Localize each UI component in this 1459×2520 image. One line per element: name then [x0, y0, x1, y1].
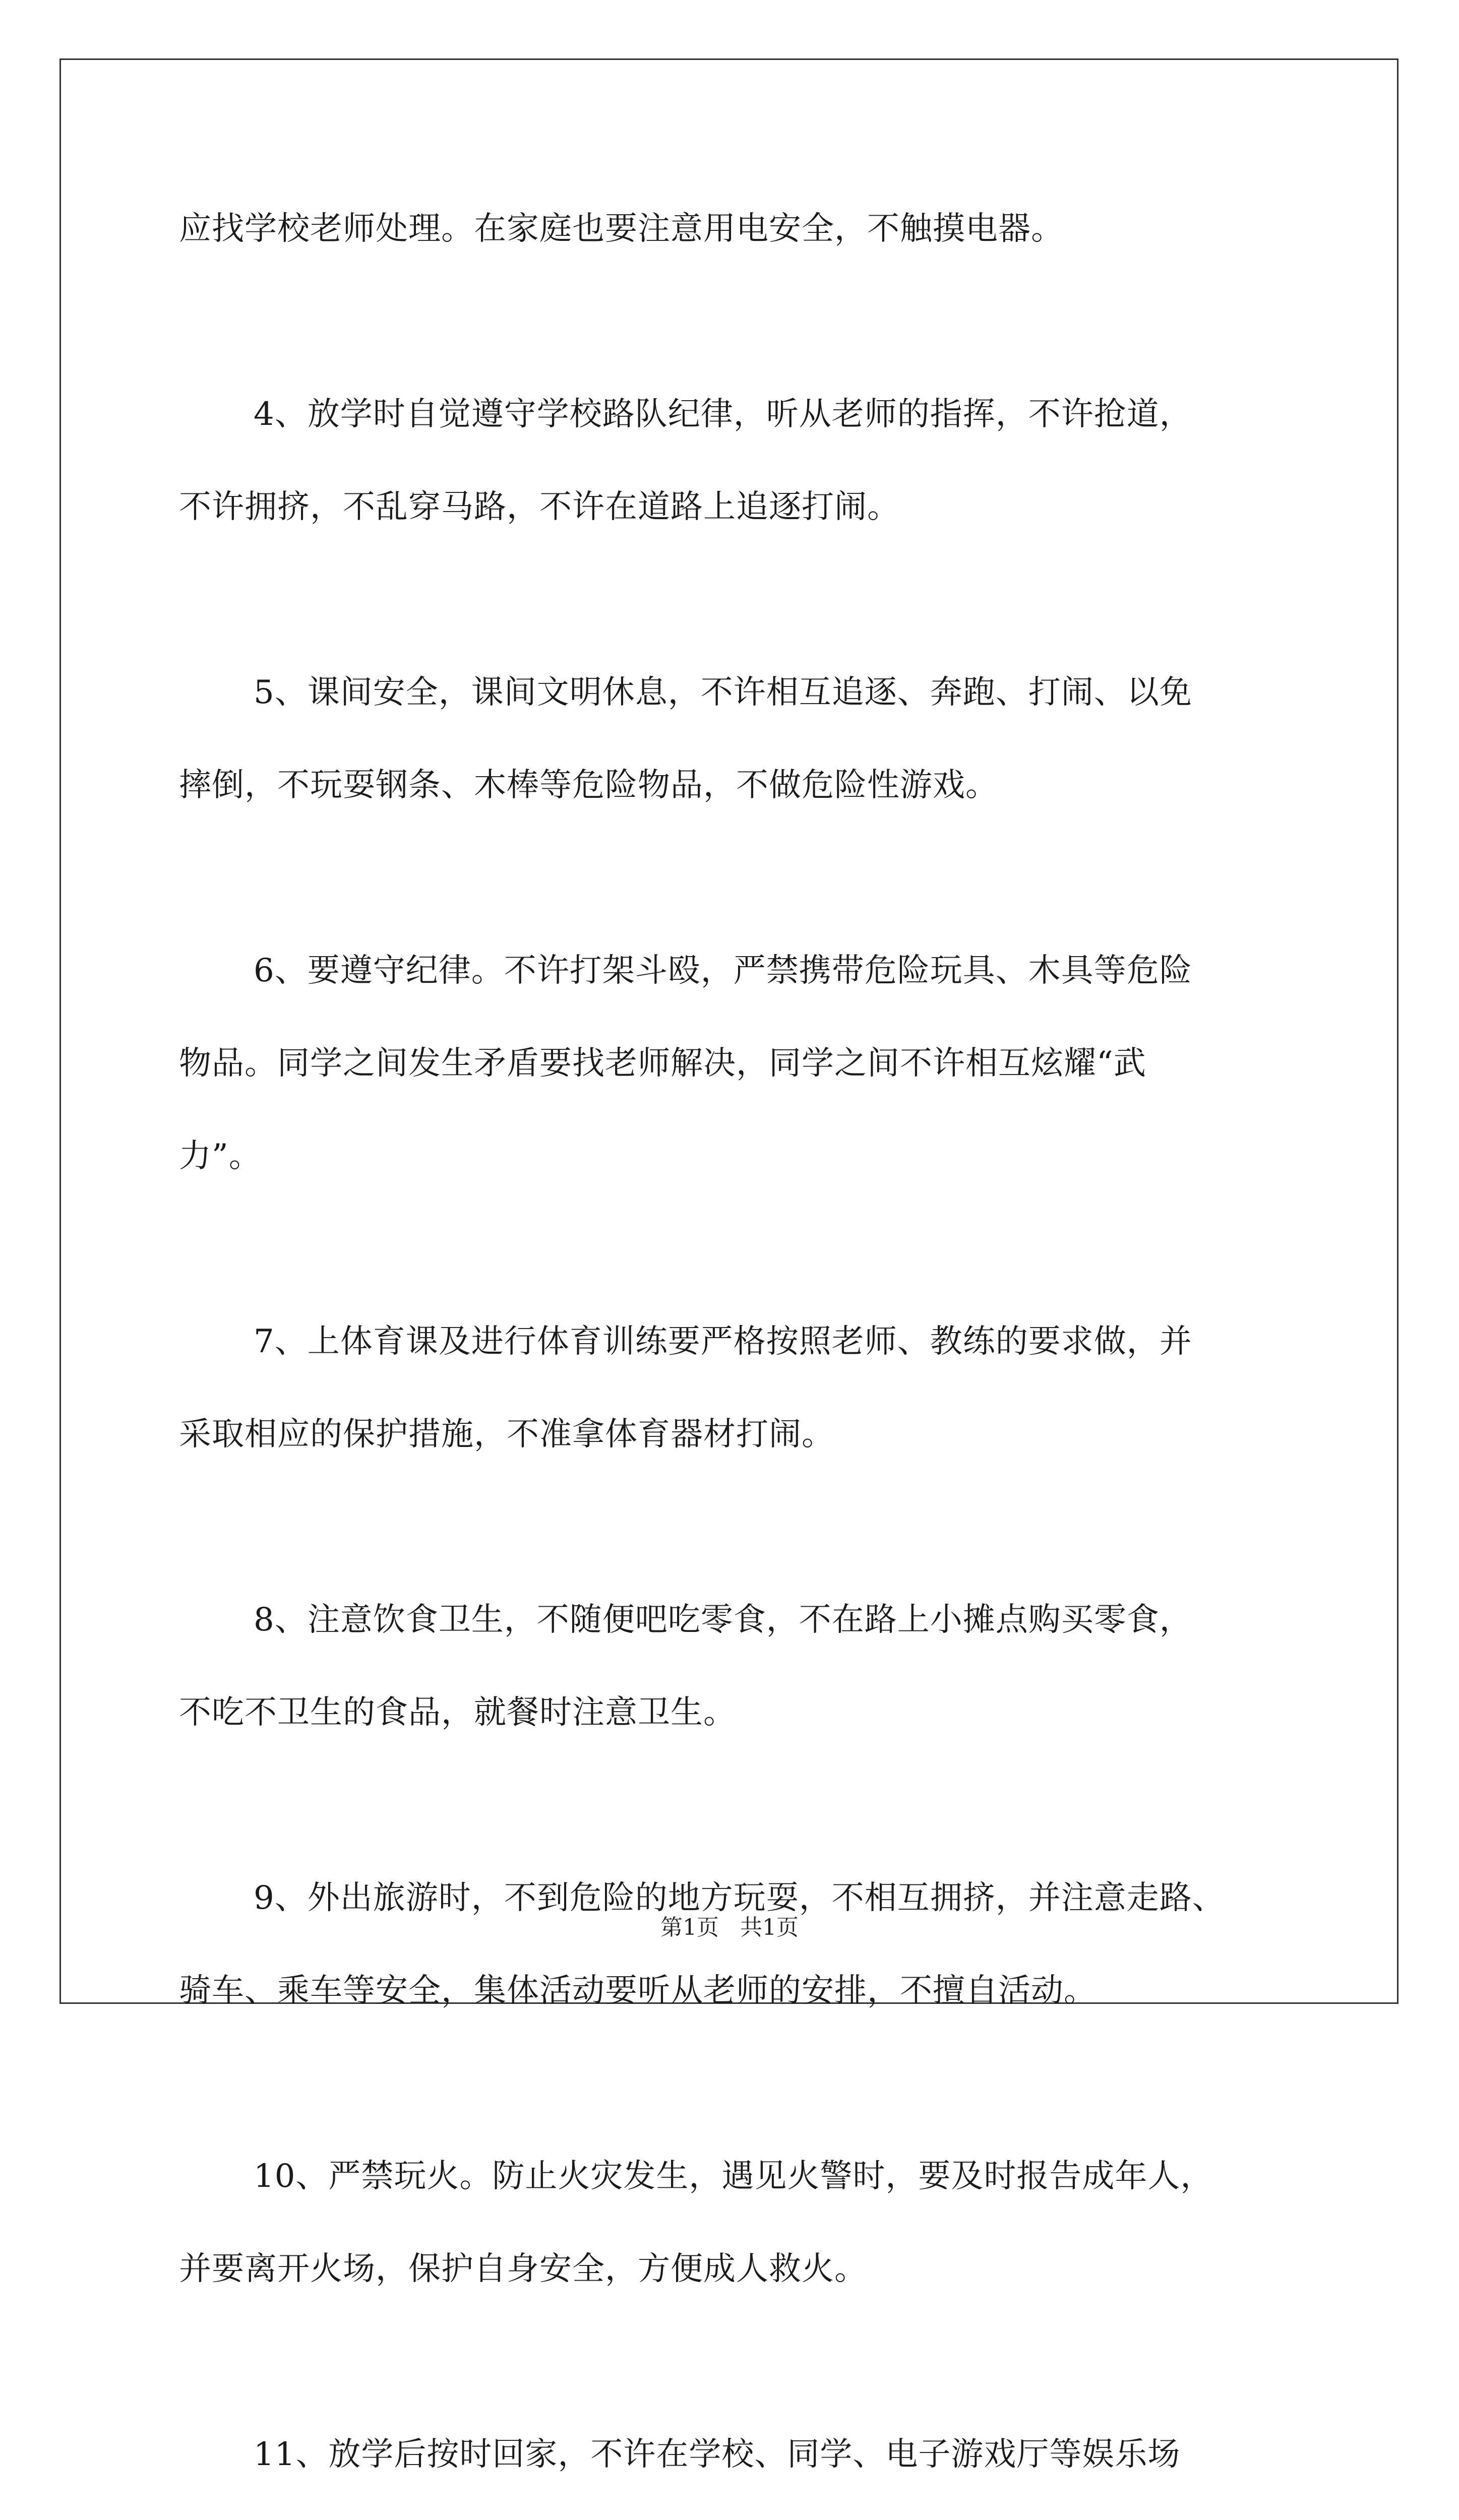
paragraph-item-9 [179, 1852, 1283, 2037]
text-line: 7、上体育课及进行体育训练要严格按照老师、教练的要求做，并 [254, 1323, 1192, 1360]
paragraph-item-7 [179, 1295, 1283, 1481]
document-body [179, 182, 1283, 2520]
paragraph-item-10 [179, 2130, 1283, 2315]
page-number: 第1页 [660, 1915, 719, 1940]
text-line: 6、要遵守纪律。不许打架斗殴，严禁携带危险玩具、木具等危险 [254, 952, 1192, 989]
text-line: 9、外出旅游时，不到危险的地方玩耍，不相互拥挤，并注意走路、 [254, 1879, 1225, 1917]
text-line: 力”。 [179, 1138, 262, 1175]
text-line: 5、课间安全，课间文明休息，不许相互追逐、奔跑、打闹、以免 [254, 674, 1192, 711]
text-line: 物品。同学之间发生矛盾要找老师解决，同学之间不许相互炫耀“武 [179, 1045, 1146, 1082]
page-footer [0, 1913, 1459, 1943]
paragraph-continued [179, 182, 1283, 275]
paragraph-item-11 [179, 2408, 1283, 2501]
text-line: 采取相应的保护措施，不准拿体育器材打闹。 [179, 1416, 834, 1453]
text-line: 骑车、乘车等安全，集体活动要听从老师的安排，不擅自活动。 [179, 1972, 1097, 2009]
paragraph-item-4 [179, 368, 1283, 553]
text-line: 10、严禁玩火。防止火灾发生，遇见火警时，要及时报告成年人， [254, 2158, 1213, 2195]
paragraph-item-6 [179, 924, 1283, 1203]
text-line: 并要离开火场，保护自身安全，方便成人救火。 [179, 2250, 867, 2288]
text-line: 11、放学后按时回家，不许在学校、同学、电子游戏厅等娱乐场 [254, 2436, 1181, 2473]
text-line: 不许拥挤，不乱穿马路，不许在道路上追逐打闹。 [179, 488, 900, 526]
paragraph-item-5 [179, 646, 1283, 832]
text-line: 应找学校老师处理。在家庭也要注意用电安全，不触摸电器。 [179, 210, 1064, 247]
text-line: 摔倒，不玩耍钢条、木棒等危险物品，不做危险性游戏。 [179, 767, 998, 804]
page-total: 共1页 [740, 1915, 799, 1940]
text-line: 4、放学时自觉遵守学校路队纪律，听从老师的指挥，不许抢道， [254, 396, 1192, 433]
paragraph-item-8 [179, 1573, 1283, 1759]
text-line: 不吃不卫生的食品，就餐时注意卫生。 [179, 1694, 736, 1731]
text-line: 8、注意饮食卫生，不随便吧吃零食，不在路上小摊点购买零食， [254, 1601, 1192, 1639]
